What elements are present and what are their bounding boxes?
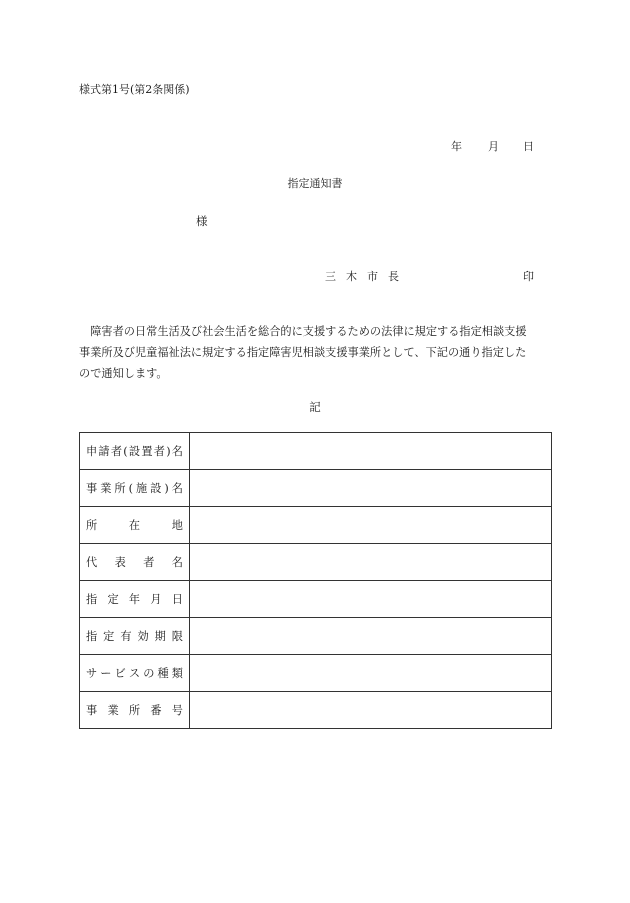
row-label-cell	[80, 544, 190, 581]
date-month-label: 月	[488, 140, 499, 153]
form-number-label: 様式第1号(第2条関係)	[79, 83, 190, 96]
table-row	[80, 692, 552, 729]
document-title: 指定通知書	[287, 177, 343, 190]
location-value[interactable]	[190, 507, 552, 544]
row-label-cell	[80, 655, 190, 692]
office-number-label: 事業所番号	[86, 704, 183, 717]
representative-name-value[interactable]	[190, 544, 552, 581]
service-type-value[interactable]	[190, 655, 552, 692]
row-label-cell	[80, 581, 190, 618]
designation-info-table	[79, 432, 552, 729]
representative-name-label: 代表者名	[86, 556, 183, 569]
row-label-cell	[80, 433, 190, 470]
table-row	[80, 433, 552, 470]
office-name-value[interactable]	[190, 470, 552, 507]
notice-body-line: ので通知します。	[79, 367, 168, 380]
date-year-label: 年	[451, 140, 462, 153]
date-day-label: 日	[523, 140, 534, 153]
row-label-cell	[80, 507, 190, 544]
applicant-name-value[interactable]	[190, 433, 552, 470]
applicant-name-label: 申請者(設置者)名	[86, 445, 183, 458]
table-row	[80, 507, 552, 544]
addressee-honorific: 様	[196, 214, 208, 228]
notice-body-line: 事業所及び児童福祉法に規定する指定障害児相談支援事業所として、下記の通り指定した	[79, 346, 527, 359]
row-label-cell	[80, 618, 190, 655]
issuer-name: 三木市長	[325, 270, 409, 283]
notice-body-line: 障害者の日常生活及び社会生活を総合的に支援するための法律に規定する指定相談支援	[79, 325, 527, 338]
designation-date-value[interactable]	[190, 581, 552, 618]
office-number-value[interactable]	[190, 692, 552, 729]
office-name-label: 事業所(施設)名	[86, 482, 183, 495]
table-row	[80, 470, 552, 507]
table-row	[80, 655, 552, 692]
ki-heading: 記	[309, 400, 321, 414]
table-row	[80, 544, 552, 581]
notice-body	[79, 321, 551, 384]
designation-date-label: 指定年月日	[86, 593, 183, 606]
validity-period-value[interactable]	[190, 618, 552, 655]
row-label-cell	[80, 470, 190, 507]
validity-period-label: 指定有効期限	[86, 630, 183, 643]
table-row	[80, 618, 552, 655]
table-row	[80, 581, 552, 618]
row-label-cell	[80, 692, 190, 729]
service-type-label: サービスの種類	[86, 667, 183, 680]
seal-mark: 印	[523, 270, 534, 283]
location-label: 所在地	[86, 519, 183, 532]
